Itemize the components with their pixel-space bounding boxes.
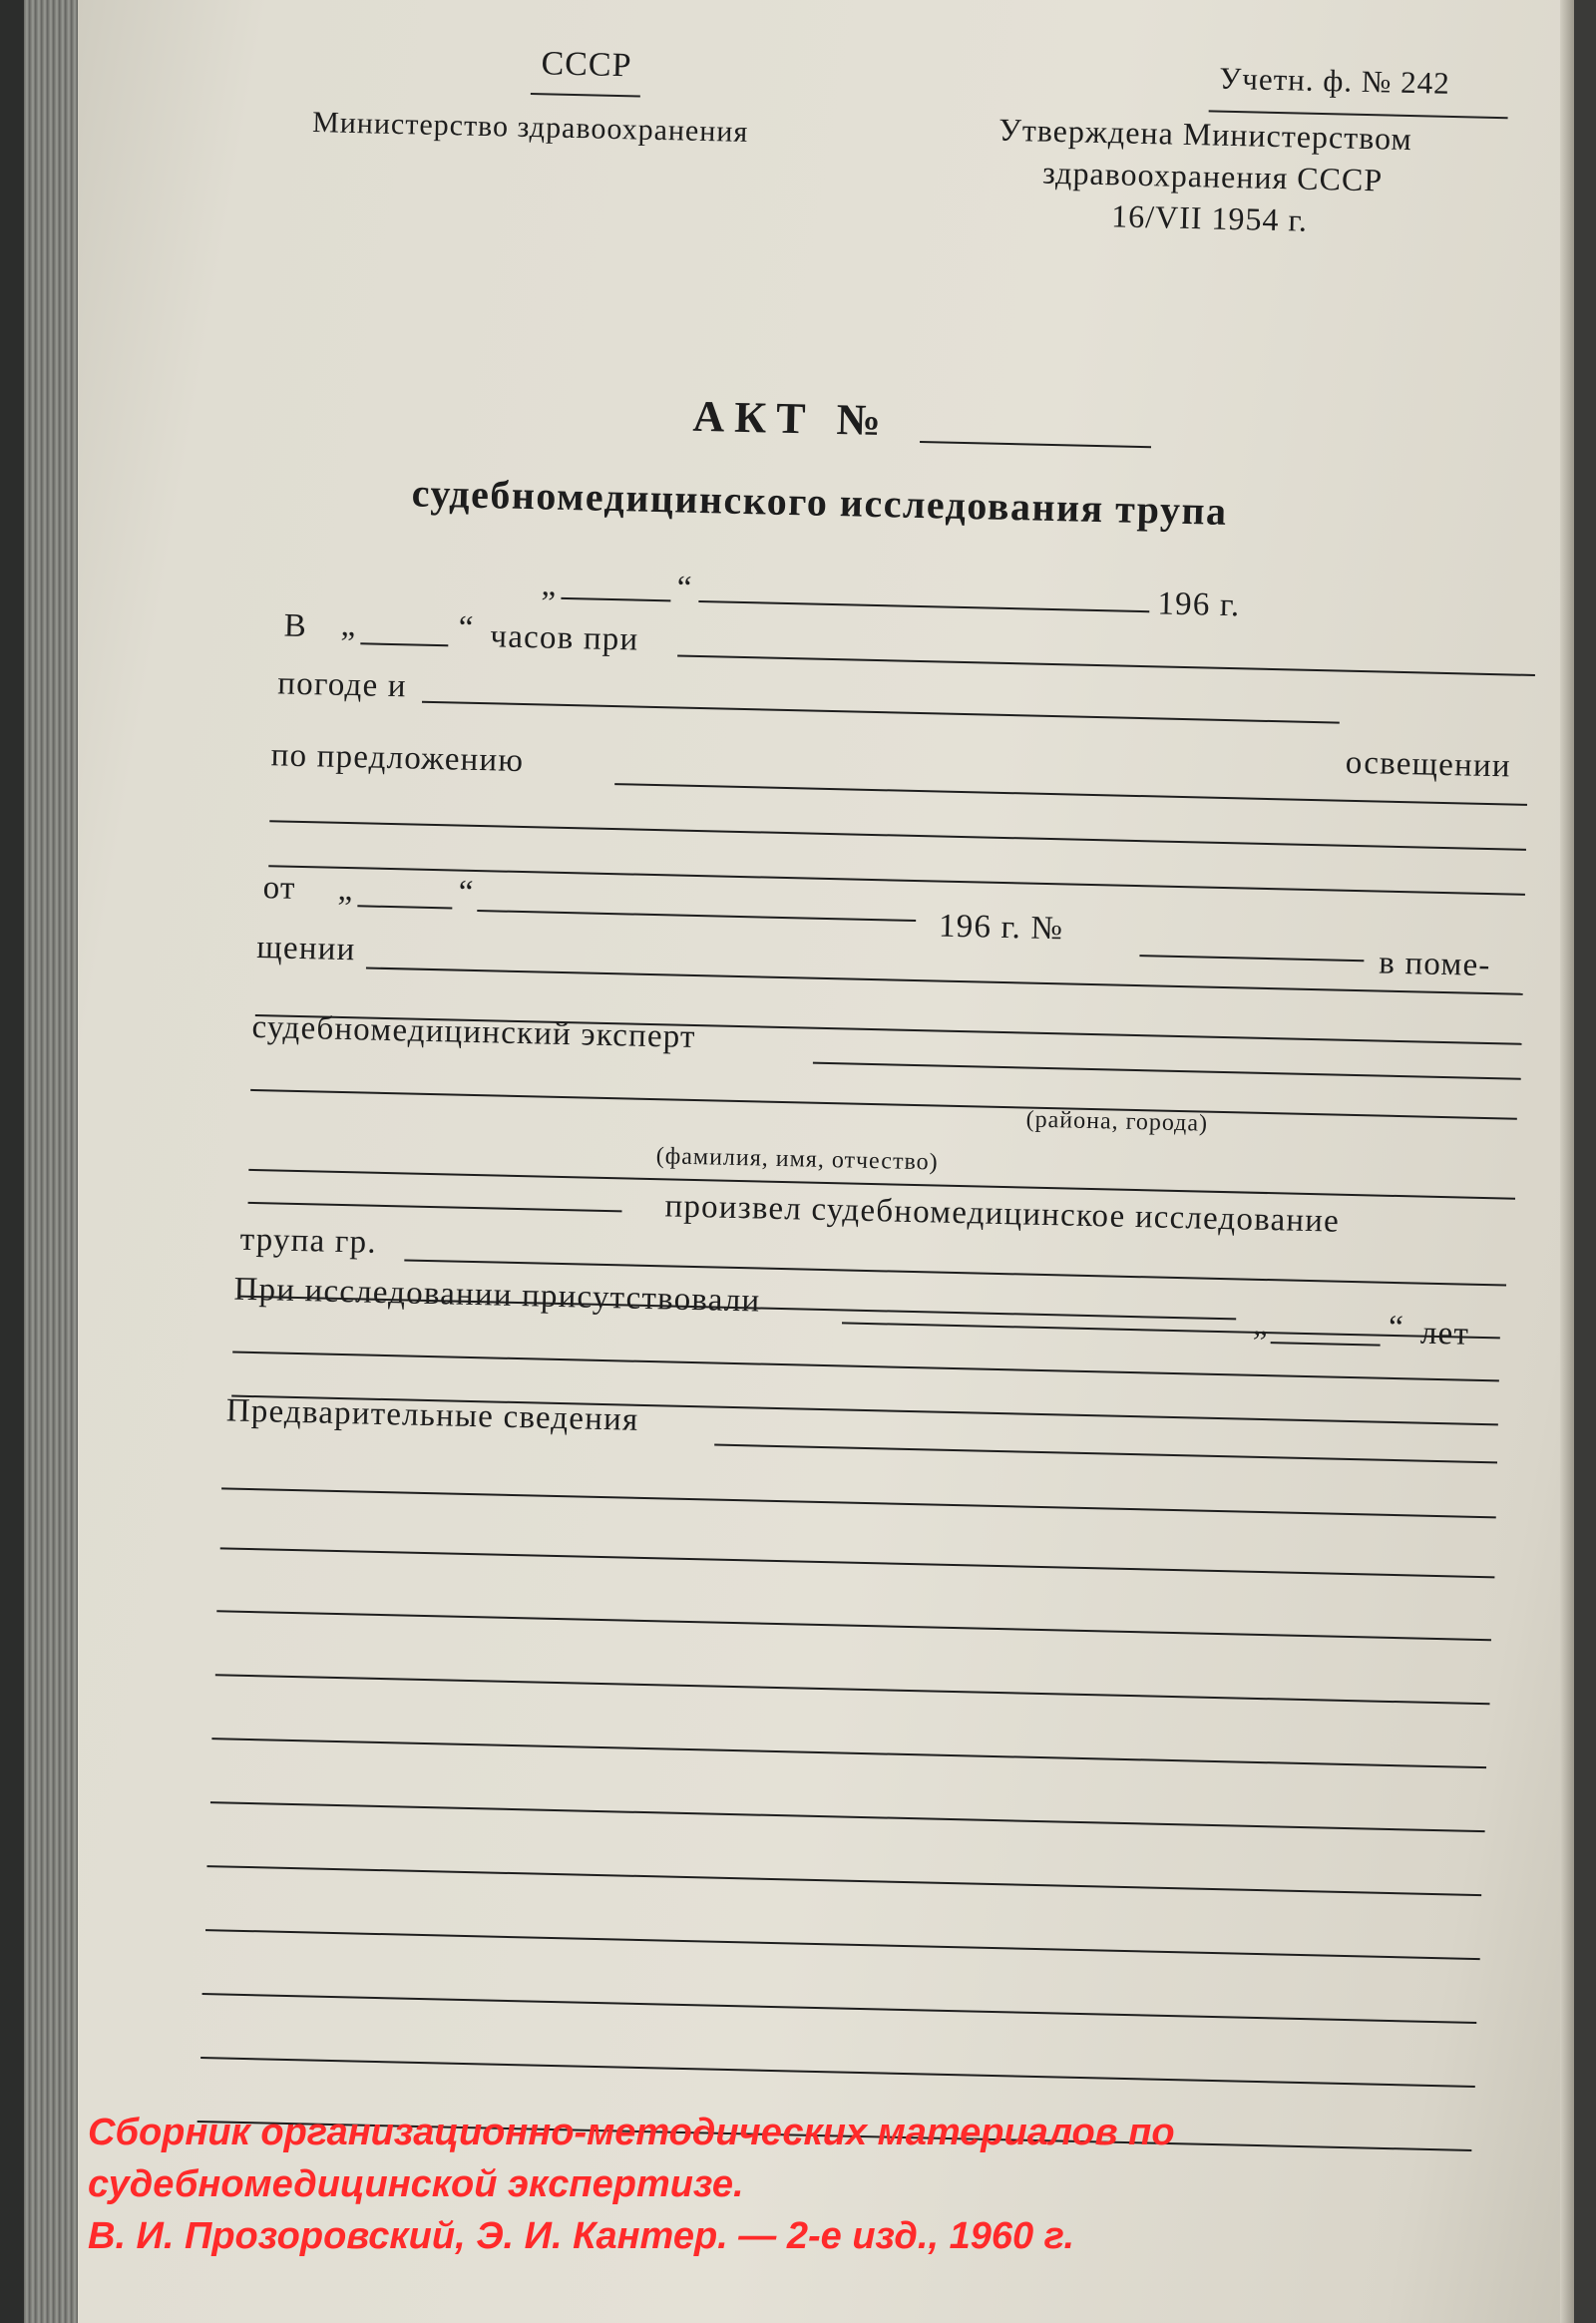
preliminary-label: Предварительные сведения	[225, 1392, 639, 1438]
form-content	[78, 0, 1574, 2323]
header-approval-line-1: Утверждена Министерством	[998, 111, 1413, 158]
header-form-number: Учетн. ф. № 242	[1219, 60, 1451, 101]
preliminary-field[interactable]	[714, 1444, 1497, 1464]
act-number-field[interactable]	[920, 441, 1151, 448]
premises-cont-label: щении	[255, 930, 356, 968]
age-close-quote: “	[1388, 1309, 1405, 1347]
act-title: АКТ №	[692, 391, 892, 446]
proposal-label: по предложению	[270, 737, 525, 780]
act-subtitle: судебномедицинского исследования трупа	[411, 470, 1229, 534]
citation-line-1: Сборник организационно-методических материалов по	[88, 2112, 1175, 2153]
proposal-field-cont[interactable]	[269, 820, 1526, 851]
age-open-quote: „	[1252, 1306, 1270, 1344]
date-day-field[interactable]	[561, 597, 670, 601]
from-number-field[interactable]	[1139, 955, 1364, 962]
preliminary-line-10[interactable]	[200, 2057, 1475, 2088]
conditions-field[interactable]	[677, 654, 1535, 676]
from-year-number-label: 196 г. №	[938, 908, 1064, 948]
expert-district-field[interactable]	[813, 1062, 1521, 1080]
weather-field[interactable]	[422, 701, 1340, 724]
expert-name-field[interactable]	[250, 1089, 1517, 1120]
date-open-quote: „	[541, 567, 558, 603]
performed-label: произвел судебномедицинское исследование	[664, 1188, 1341, 1240]
hours-at-label: часов при	[490, 618, 639, 658]
preliminary-line-7[interactable]	[206, 1865, 1481, 1896]
present-label: При исследовании присутствовали	[233, 1271, 761, 1320]
from-open-quote: „	[337, 871, 354, 909]
expert-label: судебномедицинский эксперт	[251, 1008, 697, 1056]
preliminary-line-8[interactable]	[205, 1929, 1480, 1960]
proposal-field[interactable]	[614, 783, 1527, 806]
preliminary-line-1[interactable]	[221, 1487, 1496, 1518]
citation-line-2: судебномедицинской экспертизе.	[88, 2163, 744, 2205]
header-country-rule	[531, 93, 640, 97]
preliminary-line-9[interactable]	[202, 1993, 1477, 2024]
citation-line-3: В. И. Прозоровский, Э. И. Кантер. — 2-е изд., 1960 г.	[88, 2215, 1075, 2257]
header-approval-line-2: здравоохранения СССР	[1041, 154, 1384, 198]
preliminary-line-2[interactable]	[220, 1547, 1495, 1578]
date-close-quote: “	[676, 570, 693, 606]
preliminary-line-5[interactable]	[211, 1738, 1486, 1768]
from-day-field[interactable]	[357, 905, 452, 909]
hour-field[interactable]	[360, 642, 448, 646]
proposal-field-cont-2[interactable]	[268, 865, 1525, 896]
weather-label: погоде и	[276, 665, 408, 705]
age-field[interactable]	[1271, 1342, 1381, 1346]
source-citation-overlay	[88, 2107, 1484, 2262]
document-page	[78, 0, 1574, 2323]
book-cover-edge	[0, 0, 24, 2323]
premises-field[interactable]	[366, 967, 1523, 994]
preliminary-line-4[interactable]	[215, 1674, 1490, 1705]
from-close-quote: “	[458, 874, 475, 911]
premises-label: в поме-	[1378, 945, 1492, 984]
years-label: лет	[1419, 1315, 1470, 1353]
corpse-label: трупа гр.	[239, 1221, 378, 1261]
header-ministry: Министерство здравоохранения	[311, 106, 749, 149]
date-year-label: 196 г.	[1157, 585, 1241, 624]
from-month-field[interactable]	[477, 910, 916, 922]
preliminary-line-6[interactable]	[210, 1801, 1485, 1832]
caption-district: (района, города)	[1025, 1106, 1209, 1137]
preliminary-line-3[interactable]	[216, 1610, 1491, 1641]
line-v-label: В	[283, 607, 308, 645]
caption-name: (фамилия, имя, отчество)	[655, 1143, 939, 1176]
present-field-cont[interactable]	[232, 1352, 1499, 1382]
date-month-field[interactable]	[698, 600, 1149, 612]
v-open-quote: „	[340, 606, 358, 644]
v-close-quote: “	[458, 609, 475, 646]
from-label: от	[262, 870, 297, 907]
performed-prefix-field[interactable]	[248, 1202, 622, 1213]
lighting-label: освещении	[1345, 744, 1512, 785]
header-approval-line-3: 16/VII 1954 г.	[1110, 197, 1309, 238]
header-country: СССР	[541, 45, 632, 85]
